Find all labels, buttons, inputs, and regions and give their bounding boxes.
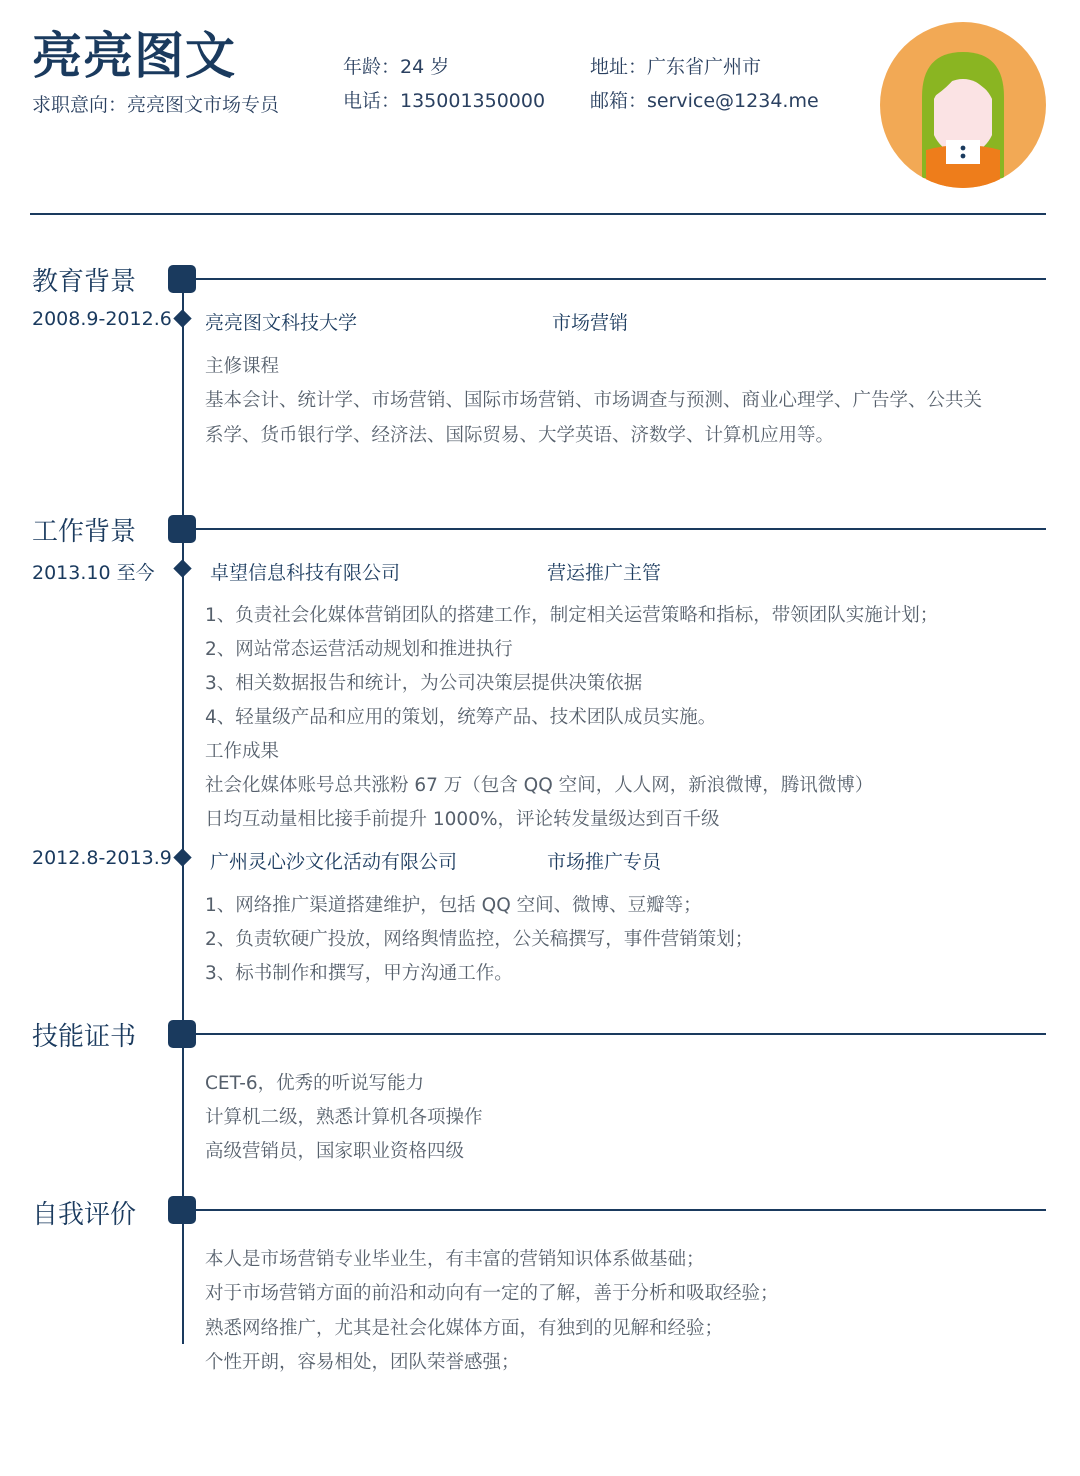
job-date: 2013.10 至今 [32,562,155,584]
self-eval-item: 本人是市场营销专业毕业生，有丰富的营销知识体系做基础； [205,1249,705,1270]
job-duty: 2、负责软硬广投放，网络舆情监控，公关稿撰写，事件营销策划； [205,929,754,950]
job-company: 广州灵心沙文化活动有限公司 [210,851,458,873]
job-intent: 求职意向：亮亮图文市场专员 [32,94,280,116]
entry-marker [173,309,191,327]
job-duty: 2、网站常态运营活动规划和推进执行 [205,639,513,660]
entry-marker [173,848,191,866]
skill-item: CET-6，优秀的听说写能力 [205,1073,425,1094]
self-eval-item: 个性开朗，容易相处，团队荣誉感强； [205,1352,520,1373]
job-duty: 4、轻量级产品和应用的策划，统筹产品、技术团队成员实施。 [205,707,717,728]
education-major: 市场营销 [552,312,629,334]
achievement-label: 工作成果 [205,741,280,762]
section-marker [168,265,196,293]
avatar [880,22,1046,188]
section-divider [196,278,1046,280]
self-eval-item: 熟悉网络推广，尤其是社会化媒体方面，有独到的见解和经验； [205,1318,724,1339]
avatar-illustration-icon [880,22,1046,188]
entry-marker [173,559,191,577]
section-marker [168,515,196,543]
section-divider [196,528,1046,530]
address-info: 地址：广东省广州市 [590,56,762,78]
header-divider [30,213,1046,215]
courses-label: 主修课程 [205,356,280,377]
self-eval-item: 对于市场营销方面的前沿和动向有一定的了解，善于分析和吸取经验； [205,1283,779,1304]
job-duty: 3、相关数据报告和统计，为公司决策层提供决策依据 [205,673,643,694]
age-info: 年龄：24 岁 [343,56,450,78]
email-info: 邮箱：service@1234.me [590,90,819,112]
job-duty: 1、负责社会化媒体营销团队的搭建工作，制定相关运营策略和指标，带领团队实施计划； [205,605,939,626]
section-marker [168,1020,196,1048]
section-divider [196,1033,1046,1035]
section-divider [196,1209,1046,1211]
education-school: 亮亮图文科技大学 [205,312,358,334]
timeline-line [182,280,184,1344]
job-position: 市场推广专员 [547,851,662,873]
achievement-text: 日均互动量相比接手前提升 1000%，评论转发量级达到百千级 [205,809,720,830]
skill-item: 计算机二级，熟悉计算机各项操作 [205,1107,483,1128]
section-marker [168,1196,196,1224]
section-title-skills: 技能证书 [32,1022,137,1052]
section-title-self: 自我评价 [32,1200,137,1230]
job-date: 2012.8-2013.9 [32,847,172,869]
section-title-education: 教育背景 [32,267,137,297]
job-company: 卓望信息科技有限公司 [210,562,401,584]
skill-item: 高级营销员，国家职业资格四级 [205,1141,465,1162]
courses-text: 系学、货币银行学、经济法、国际贸易、大学英语、济数学、计算机应用等。 [205,425,835,446]
phone-info: 电话：135001350000 [343,90,546,112]
job-duty: 3、标书制作和撰写，甲方沟通工作。 [205,963,513,984]
education-date: 2008.9-2012.6 [32,308,172,330]
candidate-name: 亮亮图文 [32,27,236,85]
courses-text: 基本会计、统计学、市场营销、国际市场营销、市场调查与预测、商业心理学、广告学、公共关 [205,390,983,411]
achievement-text: 社会化媒体账号总共涨粉 67 万（包含 QQ 空间，人人网，新浪微博，腾讯微博） [205,775,874,796]
job-duty: 1、网络推广渠道搭建维护，包括 QQ 空间、微博、豆瓣等； [205,895,702,916]
section-title-work: 工作背景 [32,517,137,547]
job-position: 营运推广主管 [547,562,662,584]
